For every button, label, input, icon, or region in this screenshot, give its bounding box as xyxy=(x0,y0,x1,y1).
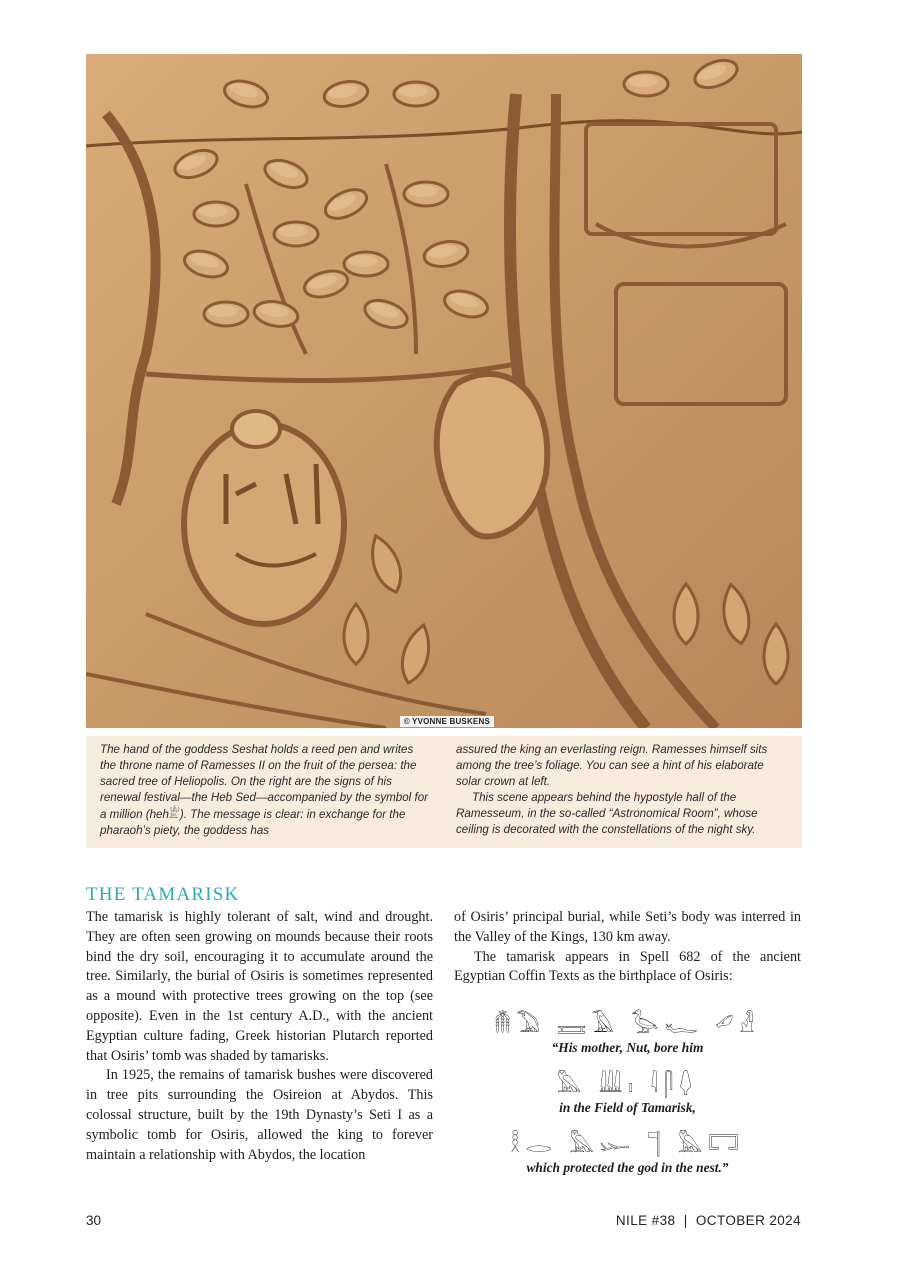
hieroglyph-translation: which protected the god in the nest.” xyxy=(526,1160,729,1175)
page-number: 30 xyxy=(86,1213,102,1228)
hieroglyph-translation: in the Field of Tamarisk, xyxy=(559,1100,696,1115)
issue-info: NILE #38 | OCTOBER 2024 xyxy=(615,1213,801,1228)
hieroglyph-line-1 xyxy=(454,1011,801,1057)
caption-heh-word: heh xyxy=(149,808,169,821)
hieroglyph-translation: “His mother, Nut, bore him xyxy=(551,1040,704,1055)
relief-illustration xyxy=(86,54,802,728)
caption-paragraph: assured the king an everlasting reign. Ramesses himself sits among the tree’s foliage. You can see a hint of his elaborate solar crown at left. xyxy=(456,743,768,788)
hieroglyph-line-2 xyxy=(454,1071,801,1117)
hieroglyphs: 𓅓 𓇏𓏤 𓇋𓋴𓆭 xyxy=(556,1072,699,1097)
relief-photo xyxy=(86,54,802,728)
body-paragraph: The tamarisk is highly tolerant of salt, wind and drought. They are often seen growing on mounds because their roots bind the dry soil, encouraging it to accumulate around the tree. Similarly, the burial of Osiris is sometimes represented as a mound with protective trees growing on the top (see opposite). Even in the 1st century A.D., with the ancient Egyptian culture fading, Greek historian Plutarch reported that Osiris’ tomb was shaded by tamarisks. xyxy=(86,909,433,1064)
caption-text-part2: ). The message is clear: in exchange for the pharaoh’s piety, the goddess has xyxy=(100,808,406,837)
body-paragraph: The tamarisk appears in Spell 682 of the ancient Egyptian Coffin Texts as the birthplace of Osiris: xyxy=(454,948,801,985)
hieroglyph-line-3 xyxy=(454,1131,801,1177)
section-title: THE TAMARISK xyxy=(86,884,240,905)
body-column-left xyxy=(86,908,433,1165)
caption-column-left xyxy=(100,742,432,848)
photo-caption xyxy=(86,736,802,848)
caption-paragraph: This scene appears behind the hypostyle hall of the Ramesseum, in the so-called “Astronomical Room”, whose ceiling is decorated with the constellations of the night sky. xyxy=(456,791,758,836)
body-paragraph: of Osiris’ principal burial, while Seti’s body was interred in the Valley of the Kings, 130 km away. xyxy=(454,909,801,945)
caption-column-right xyxy=(456,742,788,848)
caption-text-part1: The hand of the goddess Seshat holds a reed pen and writes the throne name of Ramesses II on the fruit of the persea: the sacred tree of Heliopolis. On the right are the signs of his renewal festival—the Heb Sed—accompanied by the symbol for a million ( xyxy=(100,743,429,821)
hieroglyphs: 𓄟𓅐 𓈘𓄿 𓅭𓆑 𓄔𓁐 xyxy=(494,1012,761,1037)
photo-credit: © YVONNE BUSKENS xyxy=(400,716,494,727)
body-paragraph: In 1925, the remains of tamarisk bushes were discovered in tree pits surrounding the Osireion at Abydos. This colossal structure, built by the 19th Dynasty’s Seti I as a symbolic tomb for Osiris, allowed the king to forever maintain a relationship with Abydos, the location xyxy=(86,1067,433,1163)
hieroglyphs: 𓎛𓂋 𓅓𓆱 𓊹 𓅓𓉐 xyxy=(510,1132,745,1157)
body-column-right xyxy=(454,908,801,987)
heh-glyph-icon: 𓁨 xyxy=(168,806,180,821)
